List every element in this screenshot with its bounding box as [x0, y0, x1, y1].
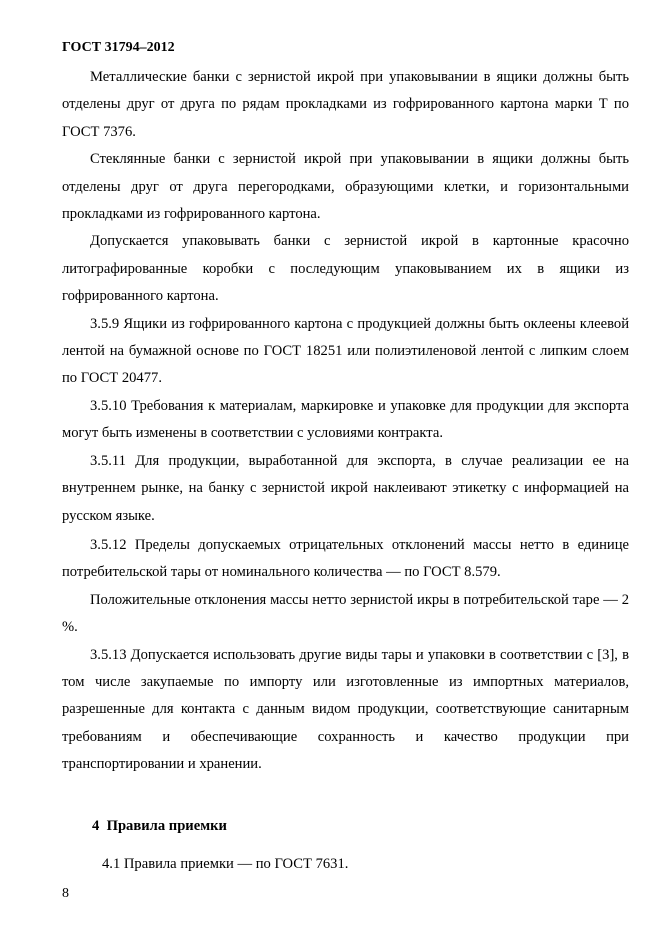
section-item: 4.1 Правила приемки — по ГОСТ 7631.: [102, 856, 349, 872]
paragraph: 3.5.9 Ящики из гофрированного картона с продукцией должны быть оклеены клеевой лентой на бумажной основе по ГОСТ 18251 или полиэтиленовой лентой с липким слоем по ГОСТ 20477.: [62, 315, 629, 387]
paragraph: 3.5.10 Требования к материалам, маркировке и упаковке для продукции для экспорта могут быть изменены в соответствии с условиями контракта.: [62, 397, 629, 442]
document-header: ГОСТ 31794–2012: [62, 40, 175, 55]
paragraph: Металлические банки с зернистой икрой при упаковывании в ящики должны быть отделены друг от друга по рядам прокладками из гофрированного картона марки Т по ГОСТ 7376.: [62, 69, 629, 140]
paragraph: Допускается упаковывать банки с зернистой икрой в картонные красочно литографированные коробки с последующим упаковыванием их в ящики из гофрированного картона.: [62, 233, 629, 305]
paragraph: Стеклянные банки с зернистой икрой при упаковывании в ящики должны быть отделены друг от друга перегородками, образующими клетки, и горизонтальными прокладками из гофрированного картона.: [62, 151, 629, 223]
paragraph: 3.5.12 Пределы допускаемых отрицательных отклонений массы нетто в единице потребительской тары от номинального количества — по ГОСТ 8.579.: [62, 536, 629, 581]
page-number: 8: [62, 886, 69, 901]
paragraph: Положительные отклонения массы нетто зернистой икры в потребительской таре — 2 %.: [62, 591, 629, 636]
body-text: [62, 64, 629, 779]
section-heading: 4 Правила приемки: [92, 818, 227, 834]
paragraph: 3.5.11 Для продукции, выработанной для экспорта, в случае реализации ее на внутреннем рынке, на банку с зернистой икрой наклеивают этикетку с информацией на русском языке.: [62, 452, 629, 524]
paragraph: 3.5.13 Допускается использовать другие виды тары и упаковки в соответствии с [3], в том числе закупаемые по импорту или изготовленные из импортных материалов, разрешенные для контакта с данным видом продукции, соответствующие санитарным требованиям и обеспечивающие сохранность и качество продукции при транспортировании и хранении.: [62, 646, 629, 773]
